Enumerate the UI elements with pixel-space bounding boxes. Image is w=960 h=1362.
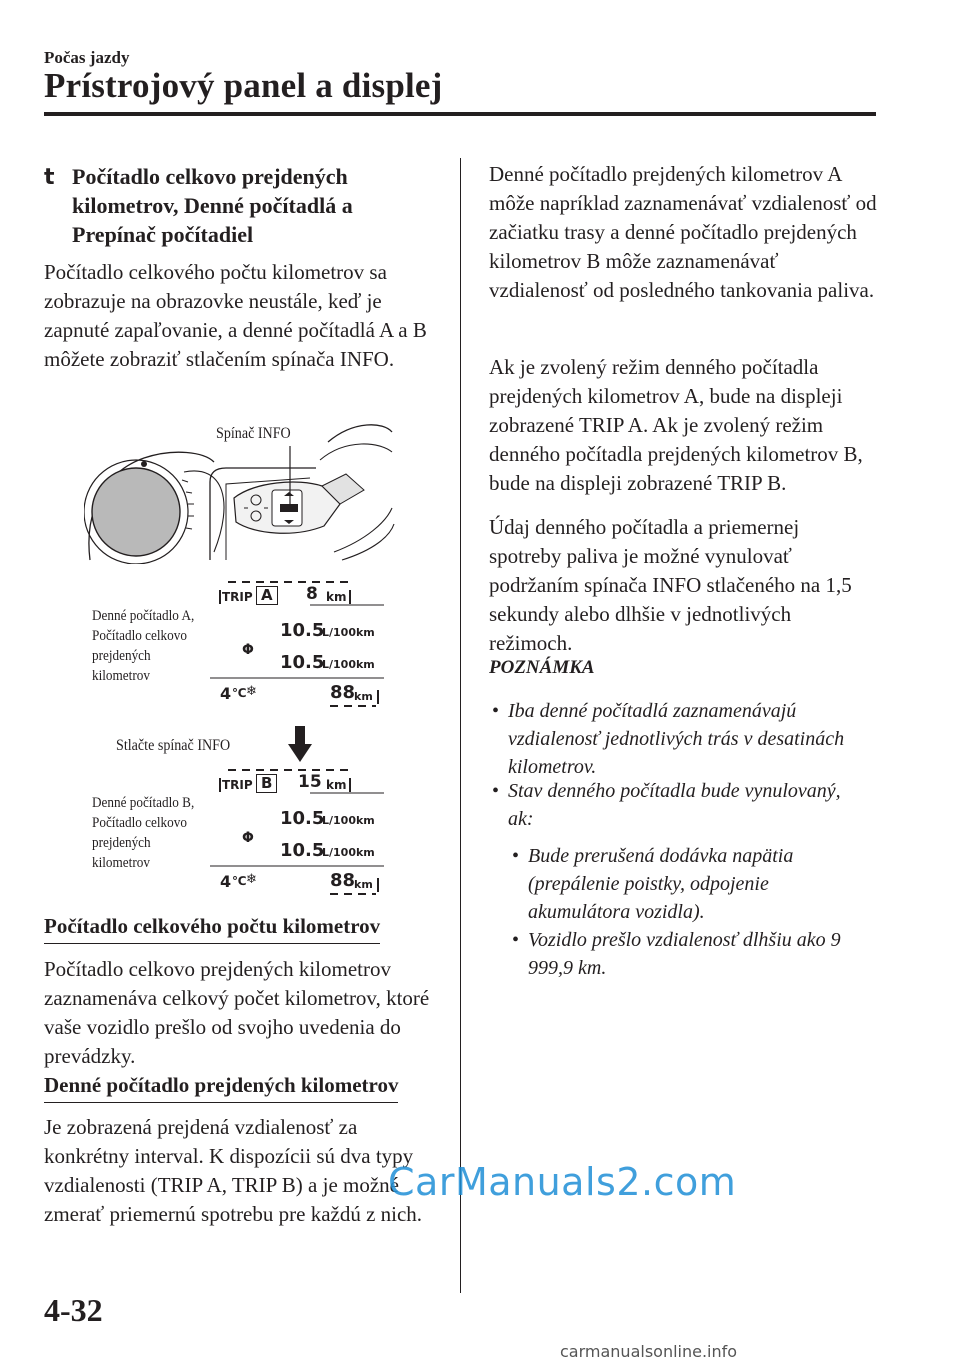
odometer-unit-a: km <box>354 690 373 703</box>
section-heading: Počítadlo celkovo prejdených kilometrov, Denné počítadlá a Prepínač počítadiel <box>72 164 353 247</box>
consumption-current-b: 10.5 <box>280 808 325 829</box>
trip-unit-b: km <box>326 778 347 792</box>
press-info-label: Stlačte spínač INFO <box>116 737 231 754</box>
odometer-heading: Počítadlo celkového počtu kilometrov <box>44 914 380 944</box>
caption-b-line2: Počítadlo celkovo <box>92 815 187 831</box>
section-marker: t <box>44 165 55 190</box>
snowflake-icon: ❄ <box>246 872 257 887</box>
right-paragraph-1: Denné počítadlo prejdených kilometrov A môže napríklad zaznamenávať vzdialenosť od začiatku trasy a denné počítadlo prejdených kilometrov B môže zaznamenávať vzdialenosť od posledného tankovania paliva. <box>489 162 877 302</box>
note-subbullet-2 <box>512 926 873 982</box>
temp-unit-b: ℃ <box>232 874 247 888</box>
page-number: 4-32 <box>44 1292 103 1328</box>
intro-paragraph: Počítadlo celkového počtu kilometrov sa zobrazuje na obrazovke neustále, keď je zapnuté zapaľovanie, a denné počítadlá A a B môžete zobraziť stlačením spínača INFO. <box>44 260 427 371</box>
bullet-dot: • <box>492 700 500 722</box>
bullet-dot: • <box>492 780 500 802</box>
consumption-current-a: 10.5 <box>280 620 325 641</box>
consumption-average-b: 10.5 <box>280 840 325 861</box>
note-subbullet-1 <box>512 842 858 926</box>
outside-temp-a: 4 <box>220 684 232 703</box>
consumption-average-a: 10.5 <box>280 652 325 673</box>
consumption-unit-b1: L/100km <box>322 814 375 827</box>
display-a <box>200 578 386 716</box>
bullet-dot: • <box>512 845 520 867</box>
tripmeter-heading: Denné počítadlo prejdených kilometrov <box>44 1073 398 1103</box>
consumption-unit-a2: L/100km <box>322 658 375 671</box>
odometer-value-a: 88 <box>330 682 356 703</box>
info-switch-label: Spínač INFO <box>216 425 291 442</box>
temp-unit-a: ℃ <box>232 686 247 700</box>
trip-unit-a: km <box>326 590 347 604</box>
note-bullet-1-text: Iba denné počítadlá zaznamenávajú vzdialenosť jednotlivých trás v desatinách kilometrov. <box>508 700 845 778</box>
consumption-unit-b2: L/100km <box>322 846 375 859</box>
section-label: Počas jazdy <box>44 48 130 67</box>
caption-b-line4: kilometrov <box>92 855 150 871</box>
right-paragraph-2: Ak je zvolený režim denného počítadla prejdených kilometrov A, bude na displeji zobrazené TRIP A. Ak je zvolený režim denného počítadla prejdených kilometrov B, bude na displeji zobrazené TRIP B. <box>489 355 863 495</box>
fuel-symbol-icon: Φ <box>242 642 254 658</box>
caption-a-line2: Počítadlo celkovo <box>92 628 187 644</box>
column-divider <box>460 158 461 1293</box>
down-arrow-icon <box>288 726 312 762</box>
note-heading: POZNÁMKA <box>489 657 595 678</box>
page-title: Prístrojový panel a displej <box>44 66 443 105</box>
note-bullet-2-text: Stav denného počítadla bude vynulovaný, ak: <box>508 780 841 830</box>
caption-a-line3: prejdených <box>92 648 151 664</box>
caption-a-line4: kilometrov <box>92 668 150 684</box>
odometer-paragraph: Počítadlo celkovo prejdených kilometrov zaznamenáva celkový počet kilometrov, ktoré vaše vozidlo prešlo od svojho uvedenia do prevádzky. <box>44 957 430 1068</box>
tripmeter-paragraph: Je zobrazená prejdená vzdialenosť za konkrétny interval. K dispozícii sú dva typy vzdialenosti (TRIP A, TRIP B) a je možné zmerať priemernú spotrebu pre každú z nich. <box>44 1115 423 1226</box>
fuel-symbol-icon: Φ <box>242 830 254 846</box>
note-subbullet-2-text: Vozidlo prešlo vzdialenosť dlhšiu ako 9 999,9 km. <box>528 929 841 979</box>
display-b <box>200 766 386 904</box>
odometer-unit-b: km <box>354 878 373 891</box>
watermark-overlay: CarManuals2.com <box>388 1160 737 1204</box>
caption-b-line3: prejdených <box>92 835 151 851</box>
bullet-dot: • <box>512 929 520 951</box>
caption-a-line1: Denné počítadlo A, <box>92 608 195 624</box>
outside-temp-b: 4 <box>220 872 232 891</box>
trip-label-a: TRIP <box>222 590 253 604</box>
trip-letter-a: A <box>256 586 278 605</box>
snowflake-icon: ❄ <box>246 684 257 699</box>
note-bullet-2 <box>492 777 868 833</box>
note-subbullet-1-text: Bude prerušená dodávka napätia (prepálenie poistky, odpojenie akumulátora vozidla). <box>528 845 794 923</box>
trip-letter-b: B <box>256 774 277 793</box>
footer-watermark: carmanualsonline.info <box>560 1342 738 1361</box>
odometer-value-b: 88 <box>330 870 356 891</box>
trip-distance-b: 15 <box>298 772 322 792</box>
consumption-unit-a1: L/100km <box>322 626 375 639</box>
right-paragraph-3: Údaj denného počítadla a priemernej spotreby paliva je možné vynulovať podržaním spínača INFO stlačeného na 1,5 sekundy alebo dlhšie v jednotlivých režimoch. <box>489 515 852 655</box>
trip-label-b: TRIP <box>222 778 253 792</box>
title-rule <box>44 112 876 116</box>
caption-b-line1: Denné počítadlo B, <box>92 795 195 811</box>
cluster-illustration <box>84 412 396 564</box>
note-bullet-1 <box>492 697 868 781</box>
trip-distance-a: 8 <box>306 584 318 604</box>
